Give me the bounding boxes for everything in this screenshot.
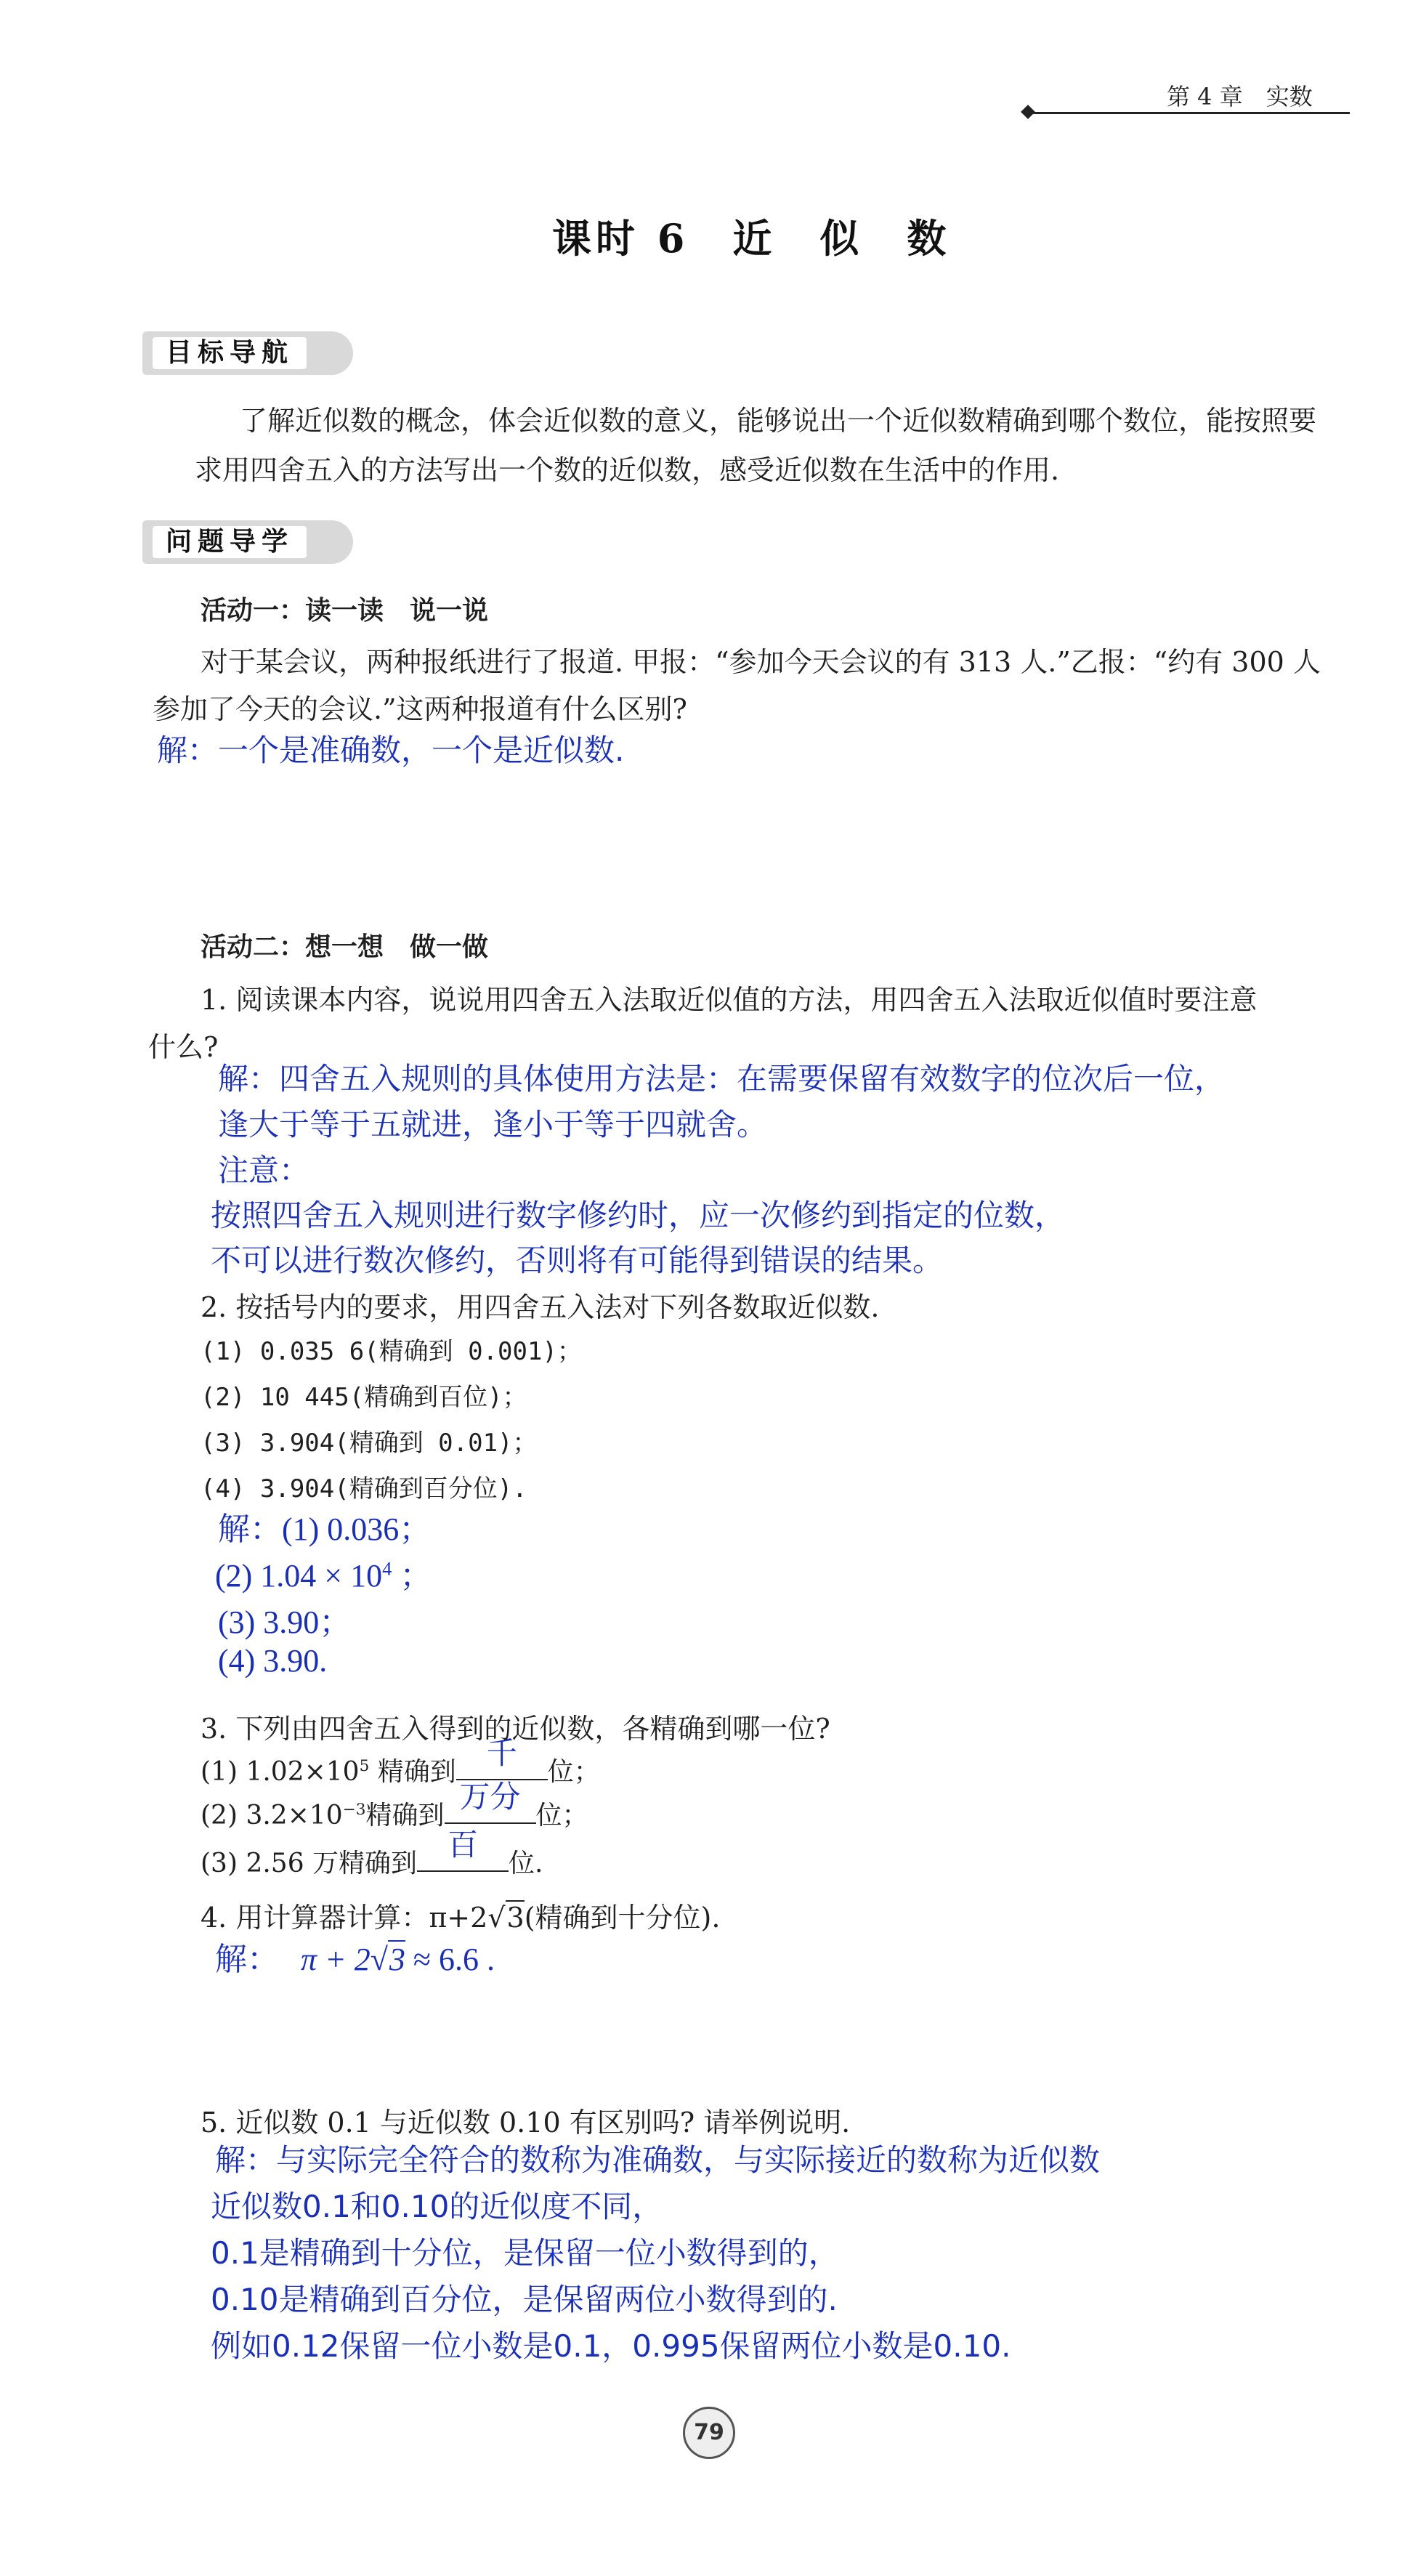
q1-answer-line1: 解：四舍五入规则的具体使用方法是：在需要保留有效数字的位次后一位，	[218, 1061, 1226, 1097]
q2-answer-3: (3) 3.90；	[218, 1604, 352, 1640]
header-rule	[1030, 112, 1350, 114]
q5-answer-line4: 0.10是精确到百分位，是保留两位小数得到的.	[211, 2282, 838, 2317]
q4-answer	[215, 1933, 495, 1979]
q3-item-1-exponent: 5	[359, 1757, 370, 1775]
q3-item-3-fill: 百	[448, 1827, 479, 1862]
q1-answer-line4: 按照四舍五入规则进行数字修约时，应一次修约到指定的位数，	[211, 1198, 1066, 1233]
goals-text-line1: 了解近似数的概念，体会近似数的意义，能够说出一个近似数精确到哪个数位，能按照要	[240, 405, 1317, 437]
q3-stem: 3. 下列由四舍五入得到的近似数，各精确到哪一位?	[201, 1713, 830, 1745]
q2-answer-1: (1) 0.036；	[282, 1511, 432, 1547]
q4-answer-radicand: 3	[389, 1942, 405, 1977]
q3-item-2-number: (2) 3.2×10	[201, 1801, 343, 1830]
q3-item-3-blank	[417, 1827, 509, 1872]
q2-item-2: (2) 10 445(精确到百位)；	[201, 1383, 527, 1412]
activity2-heading: 活动二：想一想 做一做	[201, 932, 489, 962]
q3-item-2-exponent: −3	[342, 1801, 366, 1819]
page-title: 课时 6 近 似 数	[552, 215, 951, 262]
q4-answer-expr: π + 2	[301, 1942, 371, 1977]
q4-answer-result: ≈ 6.6 .	[405, 1942, 495, 1977]
q5-answer-line2: 近似数0.1和0.10的近似度不同，	[211, 2189, 663, 2224]
q1-answer-line5: 不可以进行数次修约，否则将有可能得到错误的结果。	[211, 1243, 944, 1278]
chapter-header: 第 4 章 实数	[1167, 83, 1313, 110]
sqrt-icon: √	[370, 1942, 388, 1977]
q3-item-2	[201, 1779, 588, 1832]
section-tag-goals-label: 目标导航	[153, 337, 307, 369]
goals-text-line2: 求用四舍五入的方法写出一个数的近似数，感受近似数在生活中的作用.	[195, 454, 1060, 486]
section-tag-goals	[142, 331, 353, 375]
q3-item-1	[201, 1735, 600, 1788]
sqrt-icon: √	[487, 1902, 506, 1934]
q3-item-2-fill: 万分	[459, 1779, 521, 1814]
q4-stem-text: 4. 用计算器计算：π+2	[201, 1902, 488, 1934]
q2-stem: 2. 按括号内的要求，用四舍五入法对下列各数取近似数.	[201, 1291, 880, 1323]
q1-answer-line2: 逢大于等于五就进，逢小于等于四就舍。	[218, 1107, 768, 1142]
q1-answer-line3: 注意：	[218, 1152, 310, 1188]
q4-stem-suffix: (精确到十分位).	[524, 1902, 721, 1934]
q5-answer-line1: 解：与实际完全符合的数称为准确数，与实际接近的数称为近似数	[215, 2142, 1101, 2178]
q3-item-3	[201, 1827, 543, 1880]
q5-stem: 5. 近似数 0.1 与近似数 0.10 有区别吗? 请举例说明.	[201, 2107, 851, 2139]
q2-answer-2-exponent: 4	[382, 1557, 392, 1580]
q2-answer-label: 解：	[218, 1511, 282, 1547]
q1-stem-line1: 1. 阅读课本内容，说说用四舍五入法取近似值的方法，用四舍五入法取近似值时要注意	[201, 984, 1258, 1016]
q3-item-3-suffix: 位.	[509, 1849, 543, 1878]
q3-item-3-text: (3) 2.56 万精确到	[201, 1849, 418, 1878]
q1-stem-line2: 什么?	[148, 1031, 219, 1063]
q4-stem	[201, 1895, 720, 1935]
q3-item-1-suffix: 位；	[547, 1757, 600, 1787]
section-tag-guided-label: 问题导学	[153, 526, 307, 558]
q3-item-1-number: (1) 1.02×10	[201, 1757, 360, 1787]
q2-answer-4: (4) 3.90.	[218, 1643, 328, 1679]
q3-item-2-text: 精确到	[365, 1801, 445, 1830]
q3-item-1-fill: 千	[486, 1735, 517, 1771]
q2-item-4: (4) 3.904(精确到百分位).	[201, 1474, 527, 1503]
activity1-question-line1: 对于某会议，两种报纸进行了报道. 甲报：“参加今天会议的有 313 人.”乙报：“约有 300 人	[201, 646, 1321, 678]
page-number: 79	[683, 2407, 735, 2459]
section-tag-guided	[142, 520, 353, 564]
q2-item-3: (3) 3.904(精确到 0.01)；	[201, 1429, 538, 1458]
q2-answer-2: (2) 1.04 × 10	[215, 1558, 383, 1594]
activity1-question-line2: 参加了今天的会议.”这两种报道有什么区别?	[153, 693, 687, 725]
q2-answer-2-end: ；	[392, 1558, 432, 1594]
q3-item-2-suffix: 位；	[535, 1801, 588, 1830]
q5-answer-line5: 例如0.12保留一位小数是0.1，0.995保留两位小数是0.10.	[211, 2328, 1011, 2364]
q3-item-1-text: 精确到	[369, 1757, 456, 1787]
activity1-answer: 解：一个是准确数，一个是近似数.	[157, 732, 625, 768]
activity1-heading: 活动一：读一读 说一说	[201, 596, 489, 626]
q2-answer-line2	[215, 1549, 432, 1596]
q2-answer-line1	[218, 1503, 431, 1549]
q2-item-1: (1) 0.035 6(精确到 0.001)；	[201, 1337, 582, 1366]
q4-answer-label: 解：	[215, 1942, 279, 1977]
q3-item-2-blank	[445, 1779, 536, 1824]
q5-answer-line3: 0.1是精确到十分位，是保留一位小数得到的，	[211, 2235, 839, 2271]
q4-stem-radicand: 3	[506, 1902, 525, 1934]
